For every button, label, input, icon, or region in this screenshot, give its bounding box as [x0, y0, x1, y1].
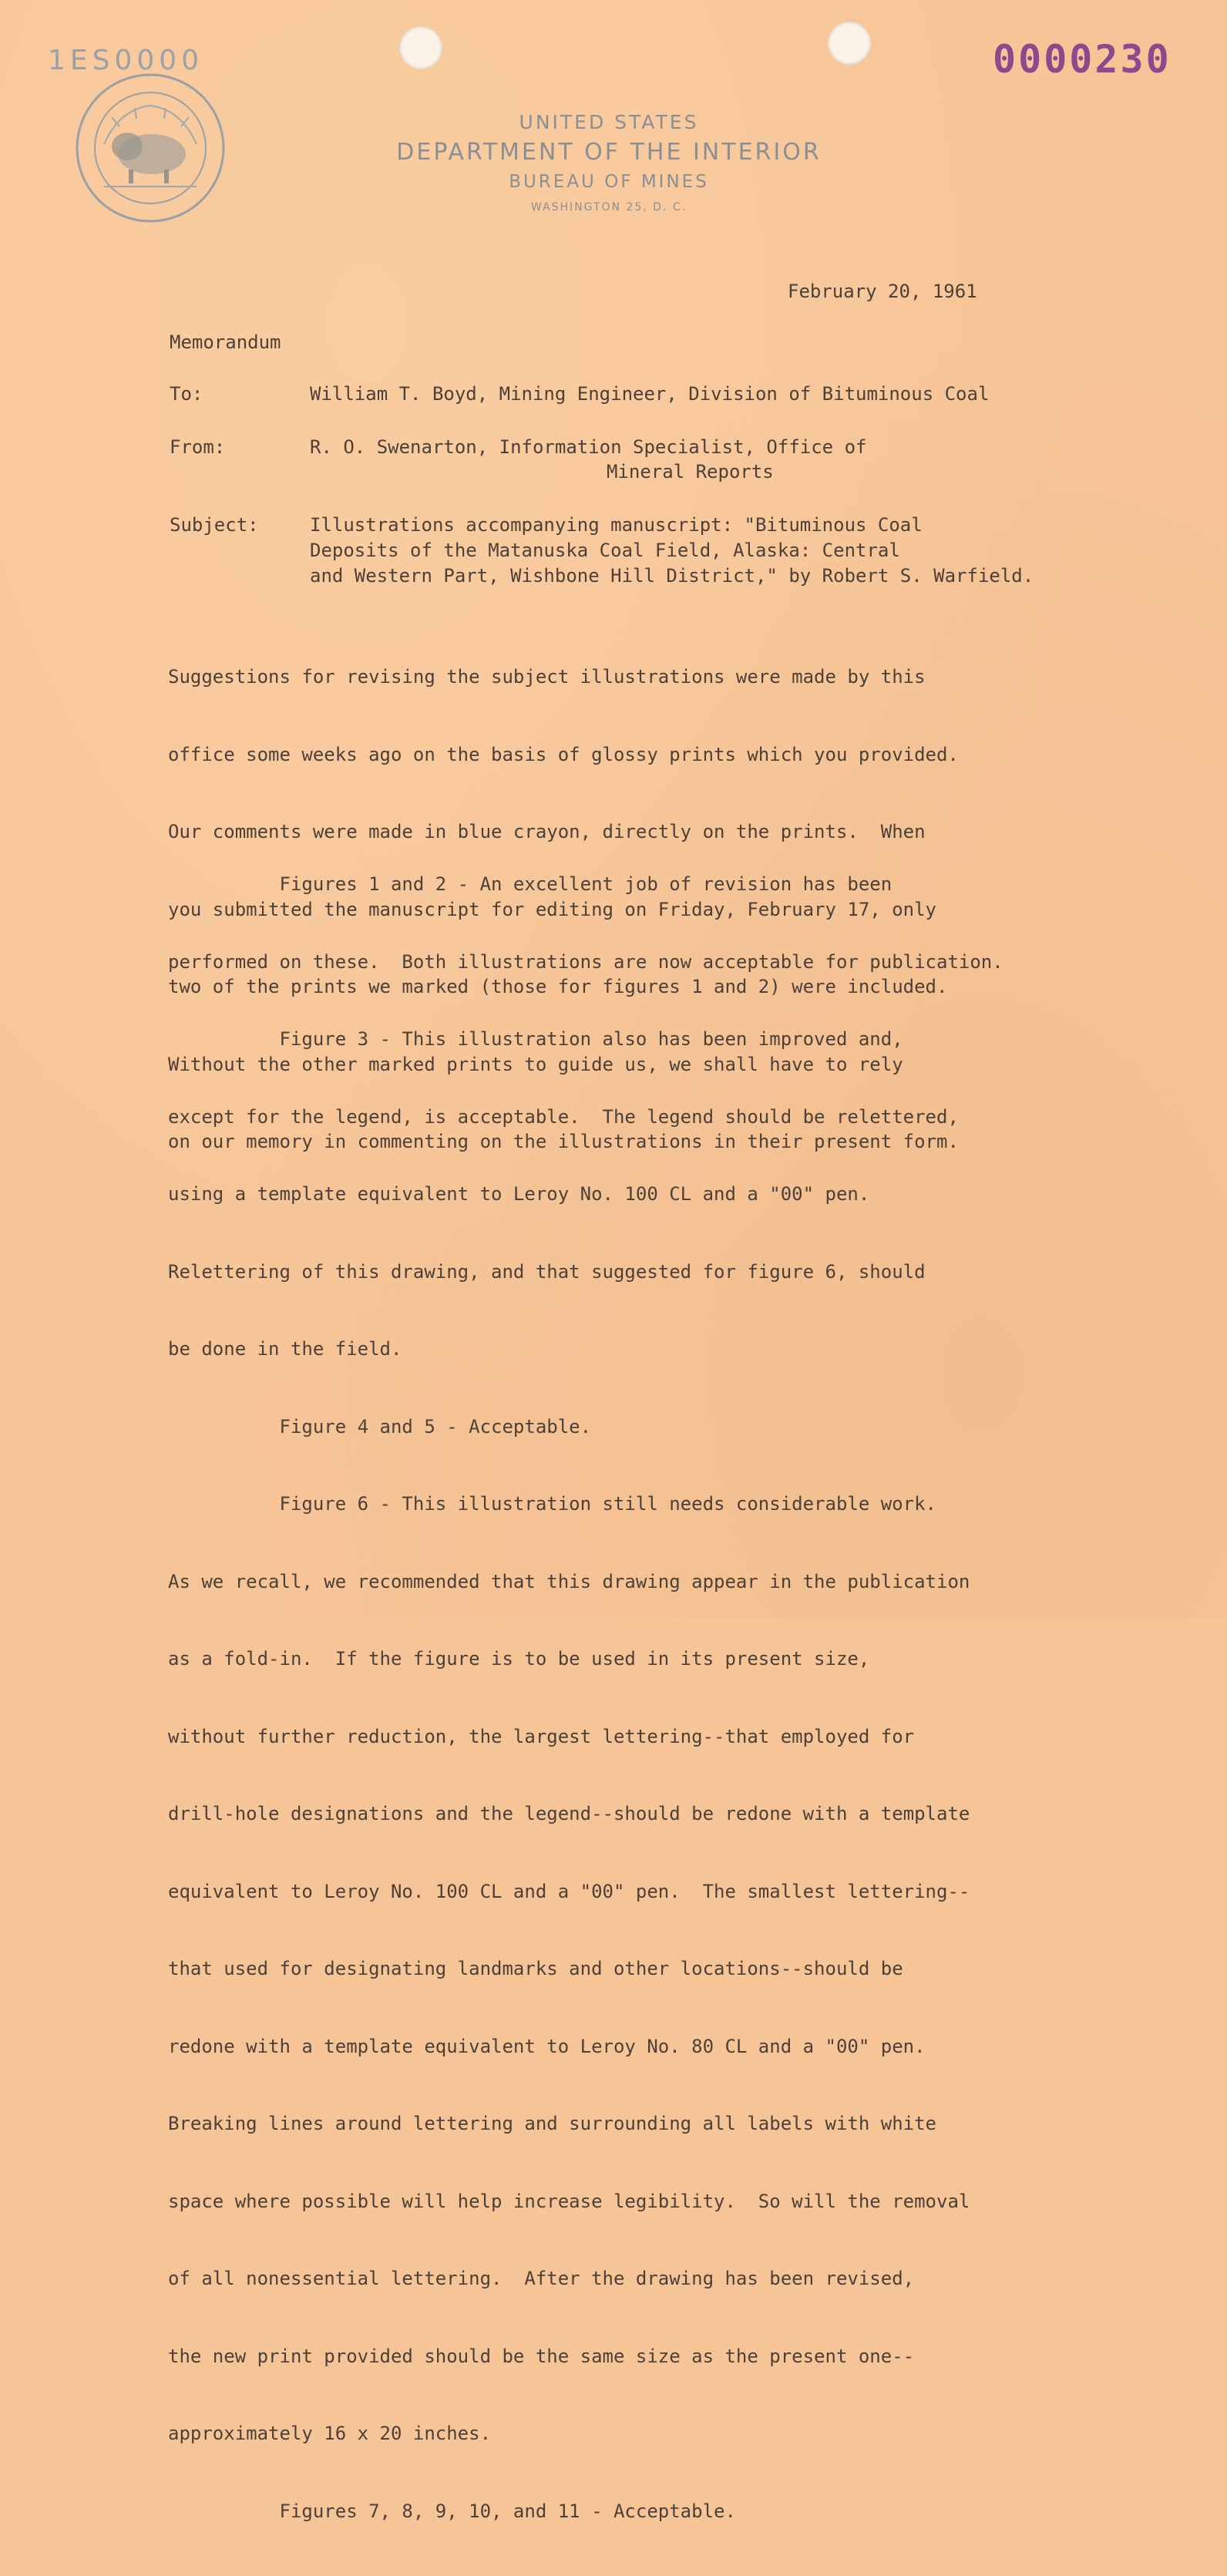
body-line: Figure 3 - This illustration also has been improved and,	[168, 1028, 903, 1050]
body-line: Without the other marked prints to guide us, we shall have to rely	[168, 1053, 903, 1075]
body-line: be done in the field.	[168, 1338, 402, 1360]
subject-line-1: Illustrations accompanying manuscript: "Bituminous Coal	[310, 514, 923, 536]
file-number-stamp: 1ES0000	[48, 45, 204, 76]
body-line: approximately 16 x 20 inches.	[168, 2423, 492, 2444]
punch-hole-left	[399, 26, 442, 69]
to-value: William T. Boyd, Mining Engineer, Division of Bituminous Coal	[310, 383, 990, 405]
body-line: as a fold-in. If the figure is to be used in its present size,	[168, 1648, 870, 1670]
body-line: performed on these. Both illustrations are now acceptable for publication.	[168, 950, 1003, 973]
body-line: Figure 6 - This illustration still needs considerable work.	[168, 1493, 936, 1515]
body-line: redone with a template equivalent to Leroy No. 80 CL and a "00" pen.	[168, 2035, 926, 2057]
body-line: Our comments were made in blue crayon, directly on the prints. When	[168, 821, 926, 842]
to-label: To:	[170, 383, 203, 405]
body-line: office some weeks ago on the basis of glossy prints which you provided.	[168, 743, 959, 765]
body-line: Figure 4 and 5 - Acceptable.	[168, 1415, 592, 1438]
body-line: Breaking lines around lettering and surrounding all labels with white	[168, 2113, 936, 2134]
body-line: except for the legend, is acceptable. The legend should be relettered,	[168, 1105, 959, 1128]
letterhead-line-1: UNITED STATES	[519, 111, 699, 133]
from-line-1: R. O. Swenarton, Information Specialist, Office of	[310, 436, 867, 458]
body-line: As we recall, we recommended that this drawing appear in the publication	[168, 1570, 970, 1592]
body-line: Relettering of this drawing, and that suggested for figure 6, should	[168, 1260, 926, 1283]
letterhead	[308, 108, 909, 219]
body-line: using a template equivalent to Leroy No. 100 CL and a "00" pen.	[168, 1183, 870, 1205]
department-seal-icon	[73, 71, 227, 225]
from-label: From:	[170, 436, 226, 458]
letterhead-line-3: BUREAU OF MINES	[509, 172, 709, 192]
body-line: that used for designating landmarks and other locations--should be	[168, 1958, 903, 1979]
body-line: Figures 7, 8, 9, 10, and 11 - Acceptable.	[168, 2500, 736, 2522]
body-line: two of the prints we marked (those for figures 1 and 2) were included.	[168, 976, 948, 997]
page-number-stamp: 0000230	[993, 37, 1172, 82]
body-line: drill-hole designations and the legend--should be redone with a template	[168, 1803, 970, 1824]
subject-label: Subject:	[170, 514, 259, 536]
from-line-2: Mineral Reports	[607, 461, 774, 483]
subject-line-2: Deposits of the Matanuska Coal Field, Alaska: Central	[310, 540, 900, 561]
letterhead-line-2: DEPARTMENT OF THE INTERIOR	[396, 139, 822, 166]
body-paragraph-2	[168, 820, 1003, 2576]
body-line: without further reduction, the largest lettering--that employed for	[168, 1725, 915, 1747]
body-line: equivalent to Leroy No. 100 CL and a "00" pen. The smallest lettering--	[168, 1880, 970, 1902]
body-line: Suggestions for revising the subject illustrations were made by this	[168, 666, 926, 688]
body-line: of all nonessential lettering. After the drawing has been revised,	[168, 2268, 915, 2289]
subject-line-3: and Western Part, Wishbone Hill District," by Robert S. Warfield.	[310, 565, 1034, 587]
body-line: the new print provided should be the same size as the present one--	[168, 2345, 915, 2367]
body-line: on our memory in commenting on the illustrations in their present form.	[168, 1131, 959, 1152]
punch-hole-right	[828, 22, 871, 65]
memo-label: Memorandum	[170, 331, 281, 353]
body-line: space where possible will help increase legibility. So will the removal	[168, 2190, 970, 2212]
letterhead-line-4: WASHINGTON 25, D. C.	[530, 201, 687, 214]
body-line: Figures 1 and 2 - An excellent job of revision has been	[168, 873, 893, 895]
memo-date: February 20, 1961	[788, 281, 977, 302]
body-line: you submitted the manuscript for editing on Friday, February 17, only	[168, 898, 936, 920]
